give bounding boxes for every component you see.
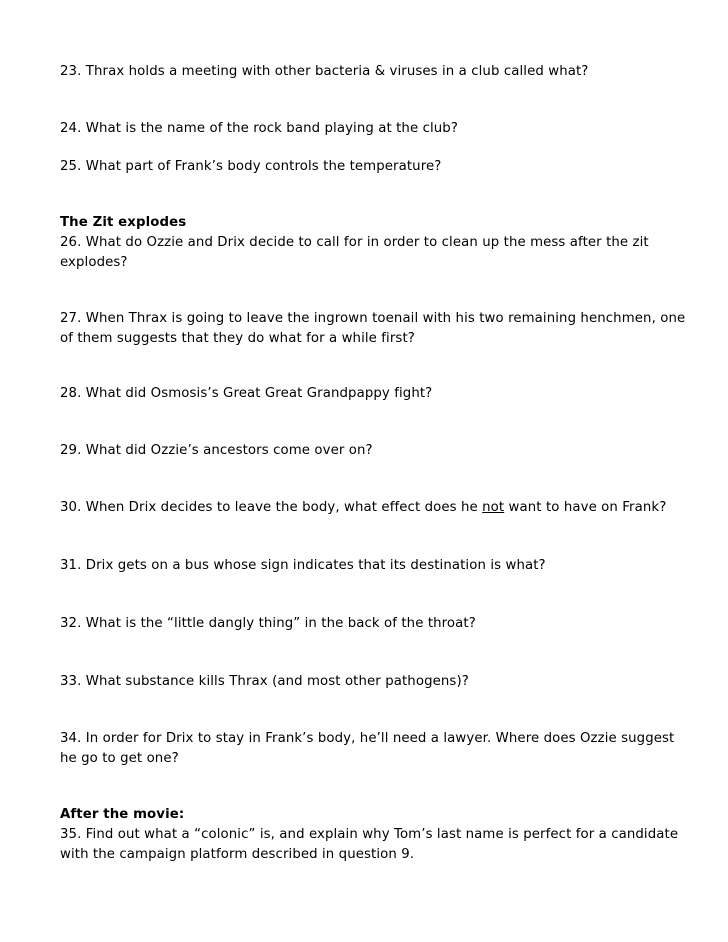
question-25-text: 25. What part of Frank’s body controls the temperature? xyxy=(60,159,442,174)
question-31 xyxy=(60,556,688,576)
question-24-text: 24. What is the name of the rock band playing at the club? xyxy=(60,121,458,136)
question-30-emphasis: not xyxy=(482,500,505,515)
section-after-movie xyxy=(60,805,688,865)
question-29 xyxy=(60,441,688,461)
section-heading-after: After the movie: xyxy=(60,807,185,822)
question-27-text: 27. When Thrax is going to leave the ingrown toenail with his two remaining henchmen, one of them suggests that they do what for a while first? xyxy=(60,311,686,346)
question-33 xyxy=(60,672,688,692)
question-28-text: 28. What did Osmosis’s Great Great Grandpappy fight? xyxy=(60,386,433,401)
question-32-text: 32. What is the “little dangly thing” in the back of the throat? xyxy=(60,616,476,631)
question-32 xyxy=(60,614,688,634)
question-31-text: 31. Drix gets on a bus whose sign indicates that its destination is what? xyxy=(60,558,546,573)
section-zit-explodes xyxy=(60,213,688,273)
question-27 xyxy=(60,309,688,349)
question-34 xyxy=(60,729,688,769)
question-29-text: 29. What did Ozzie’s ancestors come over on? xyxy=(60,443,373,458)
question-23-text: 23. Thrax holds a meeting with other bacteria & viruses in a club called what? xyxy=(60,64,589,79)
question-30-text-part1: 30. When Drix decides to leave the body, what effect does he xyxy=(60,500,483,515)
question-25 xyxy=(60,157,688,177)
question-24 xyxy=(60,119,688,139)
question-34-text: 34. In order for Drix to stay in Frank’s body, he’ll need a lawyer. Where does Ozzie suggest he go to get one? xyxy=(60,731,675,766)
question-28 xyxy=(60,384,688,404)
question-30 xyxy=(60,498,688,518)
question-26-text: 26. What do Ozzie and Drix decide to call for in order to clean up the mess after the zit explodes? xyxy=(60,235,649,270)
question-23 xyxy=(60,62,688,82)
question-33-text: 33. What substance kills Thrax (and most other pathogens)? xyxy=(60,674,469,689)
question-35-text: 35. Find out what a “colonic” is, and explain why Tom’s last name is perfect for a candidate with the campaign platform described in question 9. xyxy=(60,827,679,862)
question-30-text-part2: want to have on Frank? xyxy=(504,500,667,515)
section-heading-zit: The Zit explodes xyxy=(60,215,187,230)
